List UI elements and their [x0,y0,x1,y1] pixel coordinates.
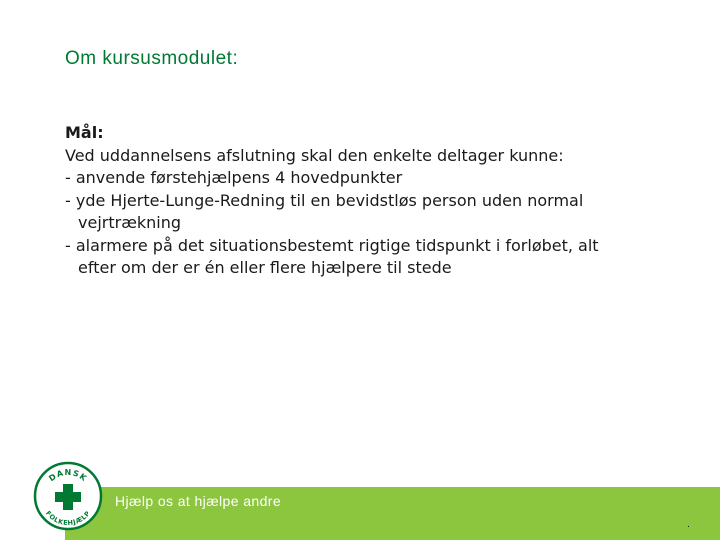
slide-body [65,122,705,280]
bullet-line: - yde Hjerte-Lunge-Redning til en bevidstløs person uden normal [65,190,584,210]
dansk-folkehjaelp-logo [32,460,104,532]
slide-title: Om kursusmodulet: [65,48,239,69]
bullet-continuation: efter om der er én eller flere hjælpere til stede [78,258,452,277]
footer-slogan: Hjælp os at hjælpe andre [115,493,282,509]
logo-text-bottom: FOLKEHJÆLP [44,509,92,528]
body-line: Ved uddannelsens afslutning skal den enkelte deltager kunne: [65,145,564,165]
page-marker: . [687,520,690,530]
goals-heading: Mål: [65,123,104,142]
bullet-line: - anvende førstehjælpens 4 hovedpunkter [65,168,403,187]
logo-text-top: DANSK [47,467,89,484]
bullet-continuation: vejrtrækning [78,213,182,232]
footer-bar [65,487,720,540]
bullet-line: - alarmere på det situationsbestemt rigtige tidspunkt i forløbet, alt [65,235,599,255]
